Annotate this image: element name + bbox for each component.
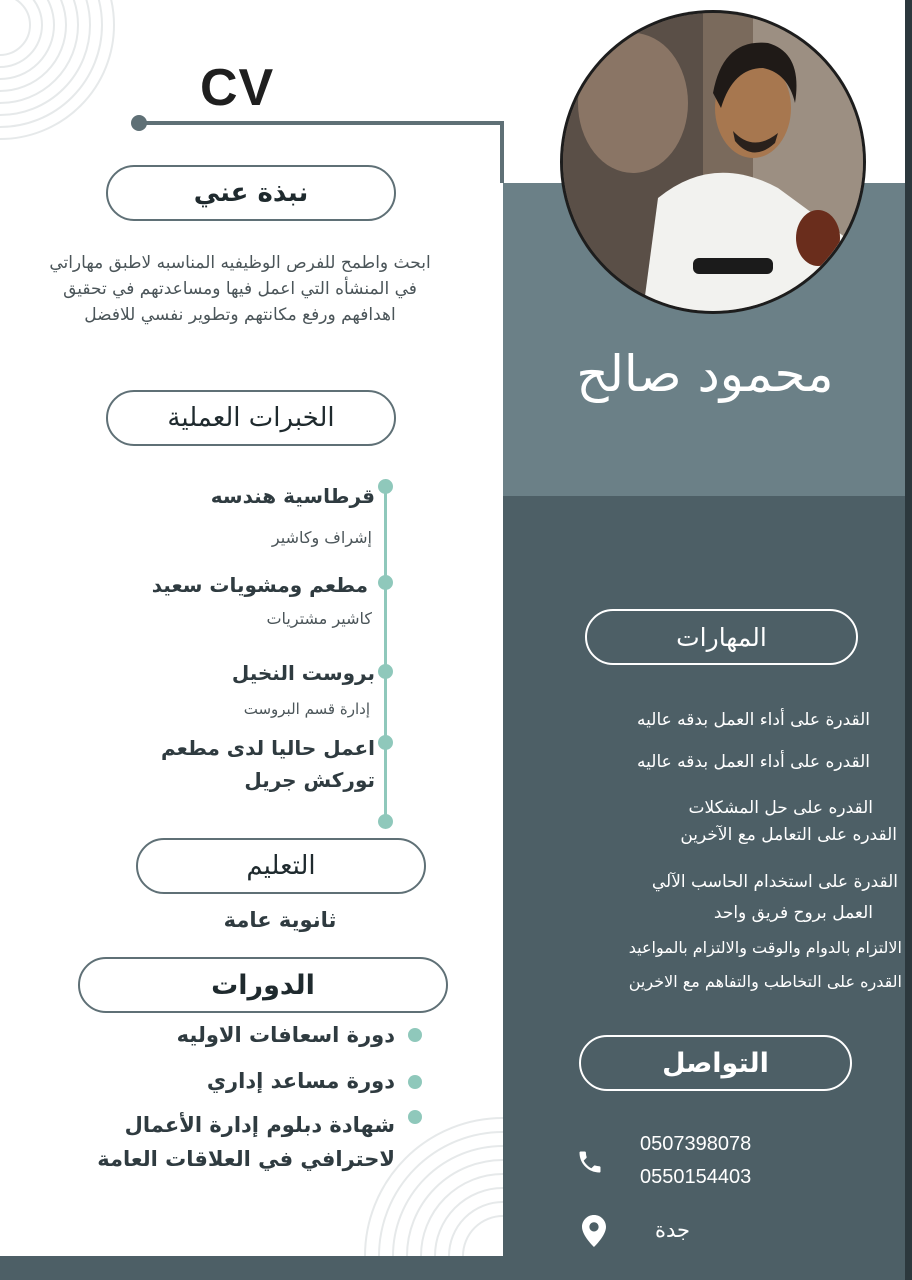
course-item: دورة اسعافات الاوليه (176, 1023, 395, 1047)
contact-heading-label: التواصل (662, 1047, 769, 1079)
course-item: لاحترافي في العلاقات العامة (97, 1147, 395, 1171)
experience-heading-label: الخبرات العملية (167, 403, 335, 433)
bottom-bar (0, 1256, 503, 1280)
skill-item: القدرة على أداء العمل بدقه عاليه (637, 710, 870, 730)
experience-title: مطعم ومشويات سعيد (151, 573, 368, 597)
education-heading (136, 838, 426, 894)
experience-title: اعمل حاليا لدى مطعم (160, 736, 375, 760)
profile-photo-illustration (563, 13, 863, 311)
cv-title: CV (200, 59, 275, 117)
experience-role: كاشير مشتريات (266, 609, 372, 628)
phone-icon (576, 1148, 604, 1176)
course-bullet (408, 1028, 422, 1042)
course-item: دورة مساعد إداري (206, 1069, 395, 1093)
skills-heading-label: المهارات (676, 622, 767, 652)
phone-number-2[interactable]: 0550154403 (640, 1166, 752, 1188)
cv-connector (500, 121, 504, 183)
experience-title: بروست النخيل (231, 661, 375, 685)
course-item: شهادة دبلوم إدارة الأعمال (124, 1113, 395, 1137)
location-pin-icon (582, 1215, 606, 1247)
experience-role: إشراف وكاشير (271, 528, 372, 547)
about-text: ابحث واطمح للفرص الوظيفيه المناسبه لاطبق مهاراتي في المنشأه التي اعمل فيها ومساعدتهم في تحقيق اهدافهم ورفع مكانتهم وتطوير نفسي للافضل (49, 253, 431, 325)
contact-heading (579, 1035, 852, 1091)
skill-item: القدره على التعامل مع الآخرين (680, 825, 897, 845)
education-heading-label: التعليم (246, 851, 316, 881)
courses-heading-label: الدورات (211, 969, 315, 1001)
education-value: ثانوية عامة (223, 908, 337, 932)
course-bullet (408, 1075, 422, 1089)
timeline-dot (378, 479, 393, 494)
experience-heading (106, 390, 396, 446)
cv-underline (139, 121, 503, 125)
experience-role: إدارة قسم البروست (243, 700, 370, 718)
timeline-dot (378, 814, 393, 829)
timeline-dot (378, 664, 393, 679)
skill-item: القدره على حل المشكلات (688, 798, 873, 818)
skill-item: القدره على التخاطب والتفاهم مع الاخرين (628, 972, 902, 991)
about-heading (106, 165, 396, 221)
cv-line-dot (131, 115, 147, 131)
phone-number-1[interactable]: 0507398078 (640, 1133, 752, 1155)
right-edge-strip (905, 0, 912, 1280)
timeline-dot (378, 575, 393, 590)
skill-item: القدرة على استخدام الحاسب الآلي (651, 872, 898, 892)
decorative-arcs-top (0, 0, 120, 150)
profile-photo (563, 13, 863, 311)
courses-heading (78, 957, 448, 1013)
timeline-dot (378, 735, 393, 750)
about-heading-label: نبذة عني (193, 178, 309, 208)
skill-item: القدره على أداء العمل بدقه عاليه (637, 752, 870, 772)
experience-title: قرطاسية هندسه (210, 484, 375, 508)
course-bullet (408, 1110, 422, 1124)
timeline-line (384, 487, 387, 822)
experience-title-cont: توركش جريل (244, 768, 375, 792)
skills-heading (585, 609, 858, 665)
skill-item: الالتزام بالدوام والوقت والالتزام بالمواعيد (628, 938, 902, 957)
city: جدة (655, 1218, 691, 1242)
profile-name: محمود صالح (576, 345, 834, 403)
skill-item: العمل بروح فريق واحد (713, 903, 873, 923)
